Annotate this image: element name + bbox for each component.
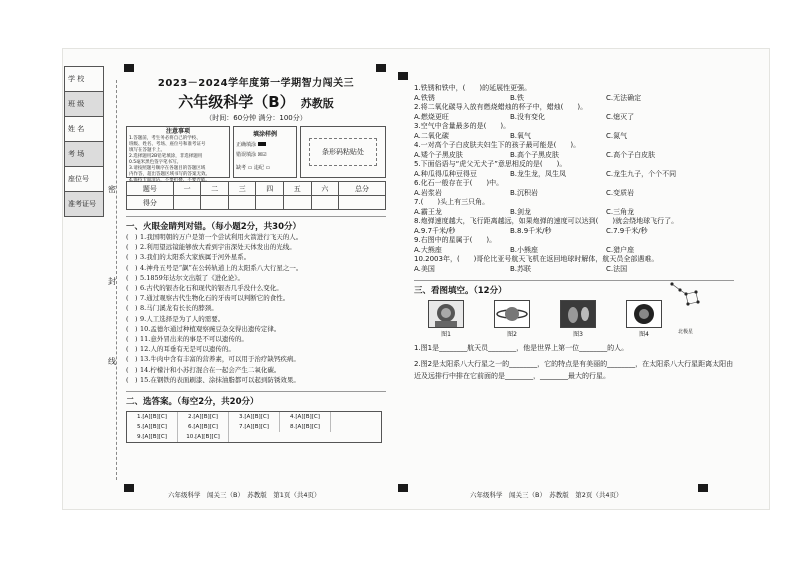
fill-correct-label: 正确填涂: [236, 142, 257, 148]
binding-field-3[interactable]: [64, 142, 104, 167]
fill-question-2: 2.图2是太阳系八大行星之一的________，它的特点是有美丽的________，在太阳系八大行星距离太阳由近及远排行中排在它前面的是________，________最大的行星。: [414, 360, 734, 380]
notes-line: 4.保持卡面清洁，不要折叠、不要弄破。: [129, 178, 210, 183]
judge-text: 15.在钢铁的表面刷漆、涂抹油脂都可以起到防锈效果。: [140, 375, 300, 384]
answer-choice-6[interactable]: 6.[A][B][C]: [178, 422, 229, 432]
question-options: [414, 132, 734, 142]
fill-question-1: 1.图1是________航天员________，他是世界上第一位________的人。: [414, 344, 629, 352]
binding-field-1[interactable]: [64, 92, 104, 117]
option-c[interactable]: C.无法确定: [606, 93, 642, 102]
question-options: [414, 151, 734, 161]
option-c[interactable]: C.7.9千米/秒: [606, 226, 648, 235]
fill-sample-box: [233, 126, 297, 178]
score-header-cell: 题号: [127, 182, 174, 196]
judge-text: 10.孟德尔通过种植观察豌豆杂交得出遗传定律。: [140, 324, 281, 333]
exam-series-title: 2023－2024学年度第一学期智力闯关三: [157, 78, 355, 89]
subject-title: 六年级科学（B）: [178, 93, 295, 111]
fill-wrong-label: 错误填涂: [236, 152, 257, 158]
option-a[interactable]: A.矮个子黑皮肤: [414, 150, 463, 159]
binding-label: 准考证号: [68, 200, 96, 208]
notes-line: 2.选择题用2B铅笔填涂，非选择题用: [129, 154, 203, 159]
answer-blank[interactable]: ( ): [126, 263, 138, 272]
judge-text: 13.牛肉中含有丰富的营养素，可以用于治疗缺钙疾病。: [140, 355, 300, 364]
option-b[interactable]: B.龙生龙，凤生凤: [510, 169, 567, 178]
question-options: [414, 170, 734, 180]
judge-text: 4.神舟五号是“飙”在公转轨道上的太阳系八大行星之一。: [140, 263, 303, 272]
option-a[interactable]: A.铁锈: [414, 93, 435, 102]
notes-lines: [129, 136, 227, 184]
judge-item: [126, 365, 386, 375]
figure-4-label: 图4: [639, 331, 649, 338]
binding-field-5[interactable]: [64, 192, 104, 217]
option-b[interactable]: B.苏联: [510, 264, 532, 273]
figure-1-label: 图1: [441, 331, 451, 338]
answer-choice-2[interactable]: 2.[A][B][C]: [178, 412, 229, 422]
judge-item: [126, 334, 386, 344]
answer-blank[interactable]: ( ): [126, 314, 138, 323]
binding-label: 座位号: [68, 175, 89, 183]
judge-item: [126, 283, 386, 293]
section1-title: 一、火眼金睛判对错。（每小题2分，共30分）: [126, 216, 386, 232]
figure-3: [560, 300, 596, 338]
absent-row[interactable]: 缺考 ▭ 违纪 ▭: [236, 165, 271, 171]
judge-text: 2.利用望远镜能够放大看到宇宙深处天体发出的光线。: [140, 243, 296, 252]
answer-blank[interactable]: ( ): [126, 304, 138, 313]
question-options: [414, 208, 734, 218]
edition-label: 苏教版: [300, 97, 334, 110]
star-chart: [668, 280, 708, 335]
option-b[interactable]: B.高个子黑皮肤: [510, 150, 560, 159]
question-text: 6.化石一般存在于( )中。: [414, 179, 504, 187]
notes-line: 填写在答题卡上。: [129, 148, 165, 153]
mark-label: 违纪: [253, 165, 264, 171]
binding-field-0[interactable]: [64, 66, 104, 92]
score-header-cell: 四: [256, 182, 284, 196]
answer-blank[interactable]: ( ): [126, 273, 138, 282]
judge-item: [126, 314, 386, 324]
question-options: [414, 246, 734, 256]
judge-item: [126, 324, 386, 334]
option-a[interactable]: A.9.7千米/秒: [414, 226, 456, 235]
judge-text: 9.人工选择是为了人的需要。: [140, 314, 225, 323]
notes-line: 内作答，超出答题区域书写的答案无效。: [129, 172, 210, 177]
notes-line: 0.5毫米黑色签字笔书写。: [129, 160, 182, 165]
score-cell[interactable]: [284, 196, 312, 210]
option-a[interactable]: A.美国: [414, 264, 435, 273]
option-b[interactable]: B.氧气: [510, 131, 532, 140]
score-header-cell: 二: [201, 182, 229, 196]
question-text: 4.一对高个子白皮肤夫妇生下的孩子最可能是( )。: [414, 141, 581, 149]
score-cell[interactable]: [311, 196, 339, 210]
option-c[interactable]: C.高个子白皮肤: [606, 150, 656, 159]
info-box: [126, 126, 386, 183]
answer-blank[interactable]: ( ): [126, 355, 138, 364]
answer-blank[interactable]: ( ): [126, 335, 138, 344]
score-table: [126, 181, 386, 210]
score-cell[interactable]: [201, 196, 229, 210]
exam-title: [126, 91, 386, 112]
score-header-cell: 三: [228, 182, 256, 196]
barcode-label: 条形码粘贴处: [309, 138, 377, 166]
binding-info-table: [64, 66, 104, 262]
binding-label: 班 级: [68, 100, 85, 108]
answer-blank[interactable]: ( ): [126, 365, 138, 374]
score-cell[interactable]: [256, 196, 284, 210]
fill-heading: 填涂样例: [252, 131, 277, 138]
saturn-image: [494, 300, 530, 328]
answer-blank[interactable]: ( ): [126, 243, 138, 252]
judge-item: [126, 252, 386, 262]
binding-field-4[interactable]: [64, 167, 104, 192]
option-c[interactable]: C.龙生九子，个个不同: [606, 169, 677, 178]
seal-char-3: 线: [108, 357, 116, 366]
option-c[interactable]: C.熄灭了: [606, 112, 635, 121]
answer-blank[interactable]: ( ): [126, 233, 138, 241]
score-cell[interactable]: [228, 196, 256, 210]
question-options: [414, 265, 734, 275]
corner-mark: [124, 64, 134, 72]
seal-char-2: 封: [108, 277, 116, 286]
absent-label: 缺考: [236, 165, 247, 171]
answer-blank[interactable]: ( ): [126, 284, 138, 293]
figure-4: [626, 300, 662, 338]
option-b[interactable]: B.8.9千米/秒: [510, 226, 552, 235]
fill-correct-row: [236, 141, 294, 148]
left-page: [126, 74, 386, 443]
figure-2: [494, 300, 530, 338]
binding-label: 考 场: [68, 150, 85, 158]
answer-choice-8[interactable]: 8.[A][B][C]: [280, 422, 331, 432]
choice-list: [414, 84, 734, 274]
question-options: [414, 113, 734, 123]
question-text: 3.空气中含量最多的是( )。: [414, 122, 511, 130]
corner-mark: [398, 484, 408, 492]
question-text: 10.2003年，( )哥伦比亚号航天飞机在返回地球时解体，航天员全部遇难。: [414, 255, 659, 263]
option-a[interactable]: A.种瓜得瓜种豆得豆: [414, 169, 477, 178]
judge-text: 14.柠檬汁和小苏打混合在一起会产生二氧化碳。: [140, 365, 281, 374]
crab-photo: [626, 300, 662, 328]
exam-meta: （时间：60分钟 满分：100分）: [205, 114, 307, 122]
score-cell[interactable]: 得分: [127, 196, 174, 210]
question-text: 5.下面俗语与“虎父无犬子”意思相反的是( )。: [414, 160, 567, 168]
option-a[interactable]: A.岩浆岩: [414, 188, 442, 197]
corner-mark: [124, 484, 134, 492]
question-text: 2.将二氧化碳导入放有燃烧蜡烛的杯子中，蜡烛( )。: [414, 103, 588, 111]
judge-item: [126, 273, 386, 283]
judge-item: [126, 293, 386, 303]
figure-2-label: 图2: [507, 331, 517, 338]
seal-line: [116, 80, 117, 480]
answer-choice-4[interactable]: 4.[A][B][C]: [280, 412, 331, 422]
answer-choice-10[interactable]: 10.[A][B][C]: [178, 432, 229, 442]
judge-item: [126, 242, 386, 252]
option-b[interactable]: B.铁: [510, 93, 525, 102]
question-text: 1.铁锈和铁中，( )的延展性更强。: [414, 84, 532, 92]
binding-field-2[interactable]: [64, 117, 104, 142]
question-text: 9.右图中的星属于( )。: [414, 236, 497, 244]
judge-item: [126, 232, 386, 242]
option-a[interactable]: A.大熊座: [414, 245, 442, 254]
score-cell[interactable]: [173, 196, 201, 210]
option-c[interactable]: C.法国: [606, 264, 628, 273]
option-b[interactable]: B.小熊座: [510, 245, 539, 254]
judge-text: 7.通过观察古代生物化石的牙齿可以判断它的食性。: [140, 294, 290, 303]
answer-grid: [126, 411, 382, 443]
answer-choice-3[interactable]: 3.[A][B][C]: [229, 412, 280, 422]
option-b[interactable]: B.没有变化: [510, 112, 546, 121]
judge-item: [126, 375, 386, 385]
score-header-cell: 总分: [339, 182, 386, 196]
judge-text: 11.意外冒出来的事是不可以遗传的。: [140, 335, 248, 344]
fill-wrong-row: 错误填涂 ☒☑: [236, 152, 267, 158]
footer-right: 六年级科学 闯关三（B） 苏教版 第2页（共4页）: [470, 491, 623, 499]
option-b[interactable]: B.剑龙: [510, 207, 532, 216]
binding-label: 姓 名: [68, 125, 85, 133]
section3-title: 三、看图填空。（12分）: [414, 280, 734, 296]
answer-blank[interactable]: ( ): [126, 294, 138, 303]
answer-choice-1[interactable]: 1.[A][B][C]: [127, 412, 178, 422]
corner-mark: [698, 484, 708, 492]
option-c[interactable]: C.猎户座: [606, 245, 635, 254]
judge-text: 12.人的耳垂有无是可以遗传的。: [140, 345, 235, 354]
option-a[interactable]: A.霸王龙: [414, 207, 442, 216]
question-options: [414, 94, 734, 104]
notes-line: 1.答题前，考生务必将自己的学校、: [129, 136, 201, 141]
notes-line: 3.请按照题号顺序在各题目的答题区域: [129, 166, 206, 171]
answer-blank[interactable]: ( ): [126, 253, 138, 262]
corner-mark: [376, 64, 386, 72]
section2-title: 二、选答案。（每空2分，共20分）: [126, 391, 386, 407]
answer-choice-9[interactable]: 9.[A][B][C]: [127, 432, 178, 442]
option-b[interactable]: B.沉积岩: [510, 188, 539, 197]
answer-choice-7[interactable]: 7.[A][B][C]: [229, 422, 280, 432]
star-label: 北极星: [678, 329, 694, 335]
answer-choice-5[interactable]: 5.[A][B][C]: [127, 422, 178, 432]
question-text: 7.( )头上有三只角。: [414, 198, 490, 206]
judge-item: [126, 354, 386, 364]
astronaut-photo: [428, 300, 464, 328]
notes-heading: 注意事项: [165, 128, 190, 135]
question-options: [414, 189, 734, 199]
option-c[interactable]: C.三角龙: [606, 207, 635, 216]
judge-item: [126, 303, 386, 313]
answer-blank[interactable]: ( ): [126, 345, 138, 354]
judge-text: 6.古代的银杏化石和现代的银杏几乎没什么变化。: [140, 284, 283, 293]
notes-box: [126, 126, 230, 183]
right-page: [414, 84, 734, 382]
answer-blank[interactable]: ( ): [126, 324, 138, 333]
score-header-cell: 六: [311, 182, 339, 196]
footer-left: 六年级科学 闯关三（B） 苏教版 第1页（共4页）: [168, 491, 321, 499]
score-header-cell: 一: [173, 182, 201, 196]
figure-3-label: 图3: [573, 331, 583, 338]
option-a[interactable]: A.燃烧更旺: [414, 112, 449, 121]
notes-line: 班级、姓名、考场、座位号和准考证号: [129, 142, 206, 147]
answer-blank[interactable]: ( ): [126, 375, 138, 384]
binding-label: 学 校: [68, 75, 85, 83]
judge-item: [126, 344, 386, 354]
score-cell[interactable]: [339, 196, 386, 210]
seal-char-1: 密: [108, 185, 116, 194]
option-c[interactable]: C.变质岩: [606, 188, 635, 197]
corner-mark: [398, 72, 408, 80]
judge-text: 5.1859年达尔文出版了《进化论》。: [140, 273, 244, 282]
barcode-area: [300, 126, 386, 178]
judge-item: [126, 263, 386, 273]
judge-list: [126, 232, 386, 385]
score-header-cell: 五: [284, 182, 312, 196]
option-c[interactable]: C.氮气: [606, 131, 628, 140]
option-a[interactable]: A.二氧化碳: [414, 131, 449, 140]
question-text: 8.炮弹速度越大，飞行距离越远，如果炮弹的速度可以达到( )就会绕地球飞行了。: [414, 217, 679, 225]
fossil-photo: [560, 300, 596, 328]
score-row: [127, 196, 386, 210]
judge-text: 8.马门溪龙有长长的脖颈。: [140, 304, 218, 313]
question-options: [414, 227, 734, 237]
judge-text: 1.我国明朝的万户是第一个尝试利用火箭进行飞天的人。: [140, 233, 303, 241]
judge-text: 3.我们的太阳系大家族属于河外星系。: [140, 253, 251, 262]
figure-1: [428, 300, 464, 338]
